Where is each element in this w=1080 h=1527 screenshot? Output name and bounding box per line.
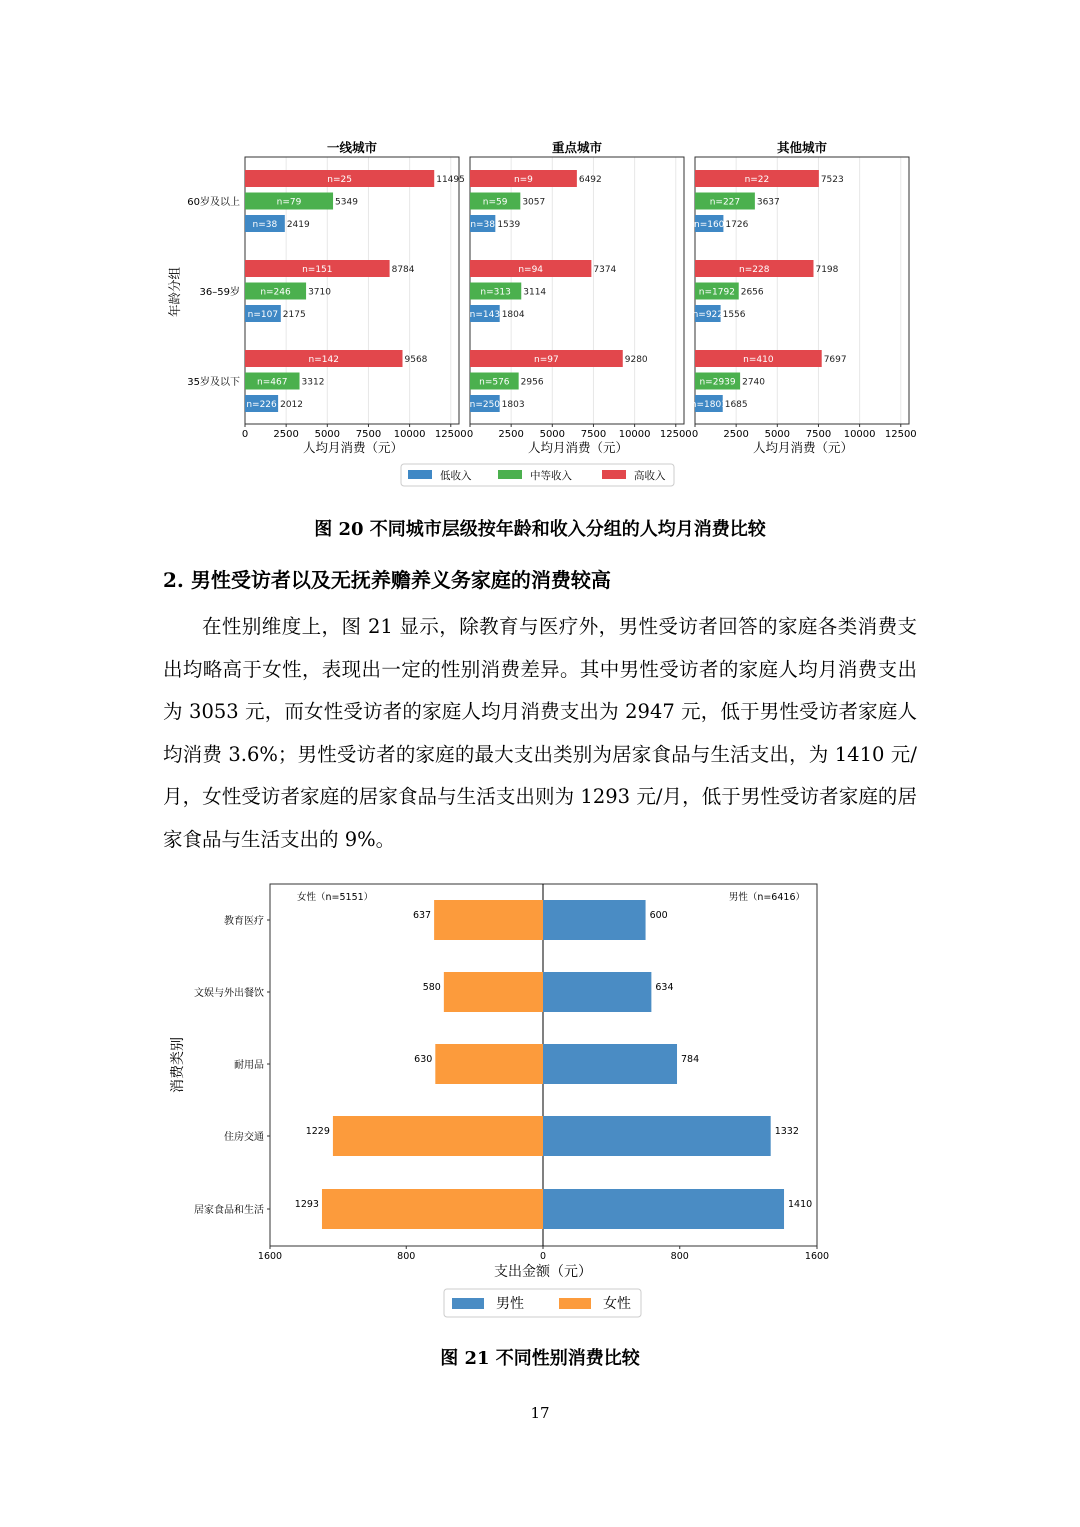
bar-n-label: n=142	[308, 355, 339, 365]
female-bar	[333, 1116, 543, 1156]
bar-n-label: n=38	[252, 220, 278, 230]
figure-20-caption: 图 20 不同城市层级按年龄和收入分组的人均月消费比较	[314, 519, 766, 540]
bar-value-label: 7198	[815, 265, 839, 275]
bar-n-label: n=228	[739, 265, 770, 275]
x-tick-label: 2500	[498, 429, 524, 440]
x-tick-label: 800	[397, 1251, 416, 1262]
x-tick-label: 2500	[273, 429, 299, 440]
bar-n-label: n=576	[479, 377, 510, 388]
y-axis-label: 消费类别	[170, 1037, 186, 1093]
bar-n-label: n=1792	[698, 287, 735, 298]
x-tick-label: 10000	[618, 429, 651, 440]
bar-n-label: n=250	[469, 400, 501, 410]
x-tick-label: 2500	[723, 429, 749, 440]
category-label: 居家食品和生活	[194, 1205, 264, 1216]
male-value-label: 634	[655, 982, 674, 993]
bar-value-label: 1726	[725, 220, 749, 230]
x-tick-label: 5000	[764, 429, 791, 440]
category-label: 耐用品	[234, 1060, 264, 1071]
female-value-label: 630	[414, 1054, 433, 1065]
x-tick-label: 7500	[580, 429, 607, 440]
bar-value-label: 3057	[522, 197, 546, 208]
female-bar	[444, 972, 543, 1012]
bar-value-label: 7374	[593, 265, 617, 275]
bar-n-label: n=410	[743, 355, 774, 365]
bar-n-label: n=226	[246, 400, 277, 410]
bar-n-label: n=1801	[690, 400, 727, 410]
male-sample-annotation: 男性（n=6416）	[728, 892, 805, 903]
legend-swatch	[452, 1298, 484, 1309]
bar-value-label: 9280	[624, 355, 648, 365]
y-tick-label: 60岁及以上	[187, 197, 240, 208]
legend-swatch	[408, 470, 432, 479]
bar-n-label: n=2939	[699, 377, 736, 388]
x-tick-label: 5000	[539, 429, 566, 440]
bar-value-label: 11495	[436, 175, 465, 185]
bar-value-label: 3637	[756, 197, 780, 208]
bar-value-label: 2956	[520, 377, 544, 388]
x-axis-label: 人均月消费（元）	[302, 440, 404, 455]
female-bar	[435, 1044, 543, 1084]
female-bar	[434, 900, 543, 940]
category-label: 住房交通	[224, 1132, 264, 1143]
y-tick-label: 35岁及以下	[187, 377, 240, 388]
panel-title: 一线城市	[326, 140, 378, 155]
figure-20-chart	[0, 0, 1080, 500]
male-bar	[543, 1116, 771, 1156]
bar-value-label: 1685	[724, 400, 748, 410]
bar-value-label: 8784	[391, 265, 415, 275]
x-tick-label: 0	[539, 1251, 547, 1262]
bar-value-label: 6492	[578, 175, 602, 185]
legend-swatch	[498, 470, 522, 479]
x-tick-label: 5000	[314, 429, 341, 440]
bar-value-label: 9568	[404, 355, 428, 365]
female-value-label: 580	[422, 982, 441, 993]
category-label: 文娱与外出餐饮	[194, 988, 264, 999]
x-tick-label: 7500	[805, 429, 832, 440]
x-axis-label: 人均月消费（元）	[527, 440, 629, 455]
y-axis-label: 年龄分组	[167, 266, 182, 318]
x-axis-label: 支出金额（元）	[494, 1264, 592, 1280]
x-tick-label: 1600	[257, 1251, 283, 1262]
bar-n-label: n=227	[709, 197, 741, 208]
panel-title: 其他城市	[776, 140, 828, 155]
x-axis-label: 人均月消费（元）	[752, 440, 854, 455]
bar-value-label: 1539	[497, 220, 521, 230]
bar-n-label: n=313	[480, 287, 511, 298]
bar-value-label: 2740	[742, 377, 766, 388]
x-tick-label: 12500	[659, 429, 692, 440]
bar-value-label: 2656	[740, 287, 764, 298]
bar-n-label: n=107	[247, 310, 279, 320]
x-tick-label: 10000	[393, 429, 426, 440]
x-tick-label: 0	[466, 429, 474, 440]
bar-value-label: 3114	[523, 287, 547, 298]
x-tick-label: 0	[241, 429, 249, 440]
bar-n-label: n=467	[257, 377, 288, 388]
bar-value-label: 2175	[282, 310, 306, 320]
legend-label: 女性	[603, 1296, 631, 1312]
bar-value-label: 7523	[820, 175, 844, 185]
body-paragraph	[163, 606, 917, 861]
bar-value-label: 1803	[501, 400, 525, 410]
panel-title: 重点城市	[551, 140, 603, 155]
x-tick-label: 0	[691, 429, 699, 440]
bar-n-label: n=38	[470, 220, 496, 230]
bar-n-label: n=160	[693, 220, 725, 230]
female-value-label: 1229	[305, 1126, 330, 1137]
female-value-label: 637	[412, 910, 432, 921]
figure-21-chart	[0, 870, 1080, 1330]
bar-n-label: n=94	[518, 265, 544, 275]
bar-value-label: 5349	[335, 197, 358, 208]
bar-value-label: 3312	[301, 377, 325, 388]
bar-n-label: n=9	[513, 175, 533, 185]
bar-n-label: n=246	[260, 287, 291, 298]
x-tick-label: 12500	[434, 429, 467, 440]
bar-value-label: 3710	[308, 287, 331, 298]
legend-label: 低收入	[440, 470, 472, 482]
x-tick-label: 1600	[804, 1251, 830, 1262]
x-tick-label: 800	[670, 1251, 689, 1262]
bar-n-label: n=25	[327, 175, 352, 185]
female-value-label: 1293	[294, 1199, 319, 1210]
female-bar	[322, 1189, 543, 1229]
legend-label: 高收入	[634, 470, 666, 482]
male-value-label: 1332	[774, 1126, 799, 1137]
legend-swatch	[602, 470, 626, 479]
x-tick-label: 10000	[843, 429, 876, 440]
y-tick-label: 36–59岁	[199, 287, 240, 298]
female-sample-annotation: 女性（n=5151）	[297, 892, 374, 903]
bar-n-label: n=59	[482, 197, 508, 208]
bar-value-label: 2012	[280, 400, 304, 410]
bar-n-label: n=151	[302, 265, 333, 275]
male-bar	[543, 1044, 677, 1084]
page-number: 17	[530, 1404, 550, 1422]
bar-n-label: n=22	[744, 175, 770, 185]
bar-value-label: 1556	[722, 310, 746, 320]
male-bar	[543, 1189, 784, 1229]
legend-label: 男性	[496, 1296, 524, 1312]
bar-n-label: n=97	[534, 355, 559, 365]
male-bar	[543, 972, 651, 1012]
bar-n-label: n=79	[276, 197, 302, 208]
bar-n-label: n=922	[692, 310, 724, 320]
male-value-label: 1410	[788, 1199, 813, 1210]
legend-swatch	[559, 1298, 591, 1309]
male-value-label: 600	[649, 910, 668, 921]
category-label: 教育医疗	[224, 916, 264, 927]
bar-value-label: 1804	[501, 310, 525, 320]
figure-21-caption: 图 21 不同性别消费比较	[440, 1348, 640, 1369]
male-value-label: 784	[681, 1054, 700, 1065]
section-heading: 2. 男性受访者以及无抚养赡养义务家庭的消费较高	[163, 568, 611, 592]
x-tick-label: 7500	[355, 429, 382, 440]
bar-n-label: n=143	[469, 310, 501, 320]
x-tick-label: 12500	[884, 429, 917, 440]
bar-value-label: 2419	[286, 220, 310, 230]
paragraph-text: 在性别维度上，图 21 显示，除教育与医疗外，男性受访者回答的家庭各类消费支出均略高于女性，表现出一定的性别消费差异。其中男性受访者的家庭人均月消费支出为 3053 元，而女性受访者的家庭人均月消费支出为 2947 元，低于男性受访者家庭人均消费 3.6%；男性受访者的家庭的最大支出类别为居家食品与生活支出，为 1410 元/月，女性受访者家庭的居家食品与生活支出则为 1293 元/月，低于男性受访者家庭的居家食品与生活支出的 9%。	[163, 615, 917, 851]
bar-value-label: 7697	[823, 355, 847, 365]
legend-label: 中等收入	[530, 470, 572, 482]
male-bar	[543, 900, 646, 940]
